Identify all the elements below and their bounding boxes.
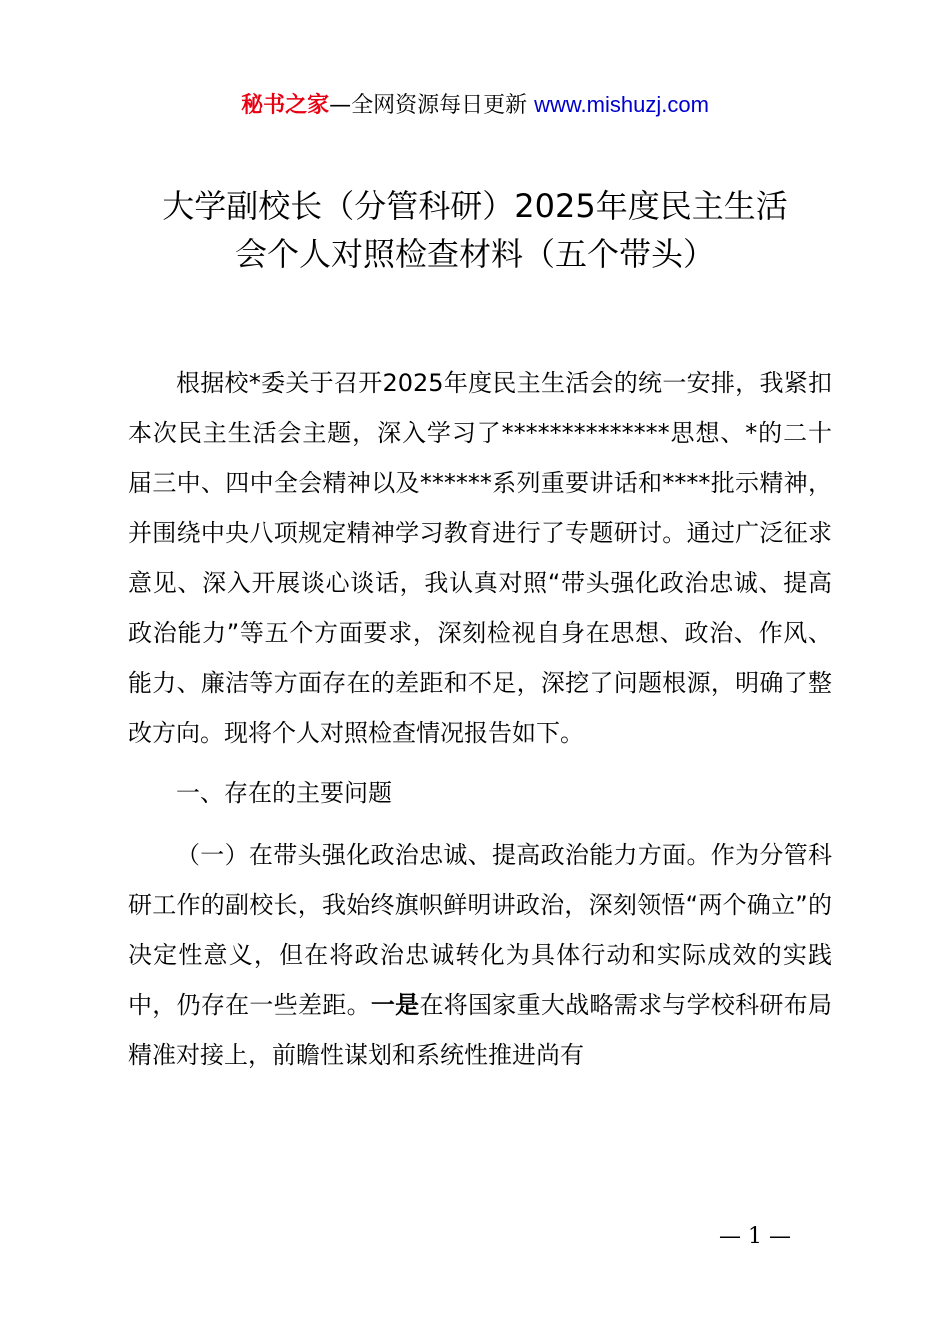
header-url-link[interactable]: www.mishuzj.com — [534, 92, 709, 117]
title-line-2: 会个人对照检查材料（五个带头） — [234, 235, 715, 273]
bold-marker: 一是 — [370, 991, 420, 1019]
document-body — [128, 358, 832, 1080]
intro-paragraph: 根据校*委关于召开2025年度民主生活会的统一安排，我紧扣本次民主生活会主题，深入学习了**************思想、*的二十届三中、四中全会精神以及******系列重要讲话和****批示精神，并围绕中央八项规定精神学习教育进行了专题研讨。通过广泛征求意见、深入开展谈心谈话，我认真对照“带头强化政治忠诚、提高政治能力”等五个方面要求，深刻检视自身在思想、政治、作风、能力、廉洁等方面存在的差距和不足，深挖了问题根源，明确了整改方向。现将个人对照检查情况报告如下。 — [128, 369, 832, 747]
title-line-1: 大学副校长（分管科研）2025年度民主生活 — [162, 187, 788, 225]
header-tagline: —全网资源每日更新 — [329, 93, 535, 118]
site-header — [0, 88, 950, 123]
section-paragraph — [128, 830, 832, 1080]
section-heading: 一、存在的主要问题 — [176, 779, 392, 807]
header-brand: 秘书之家 — [241, 93, 330, 118]
paragraph-text-start: （一）在带头强化政治忠诚、提高政治能力方面。作为分管科研工作的副校长，我始终旗帜鲜明讲政治，深刻领悟“两个确立”的决定性意义，但在将政治忠诚转化为具体行动和实际成效的实践中，仍存在一些差距。 — [128, 841, 832, 1019]
document-title — [90, 182, 860, 278]
paragraph-text-end: 在将国家重大战略需求与学校科研布局精准对接上，前瞻性谋划和系统性推进尚有 — [128, 991, 833, 1069]
page-number: — 1 — — [719, 1224, 791, 1249]
